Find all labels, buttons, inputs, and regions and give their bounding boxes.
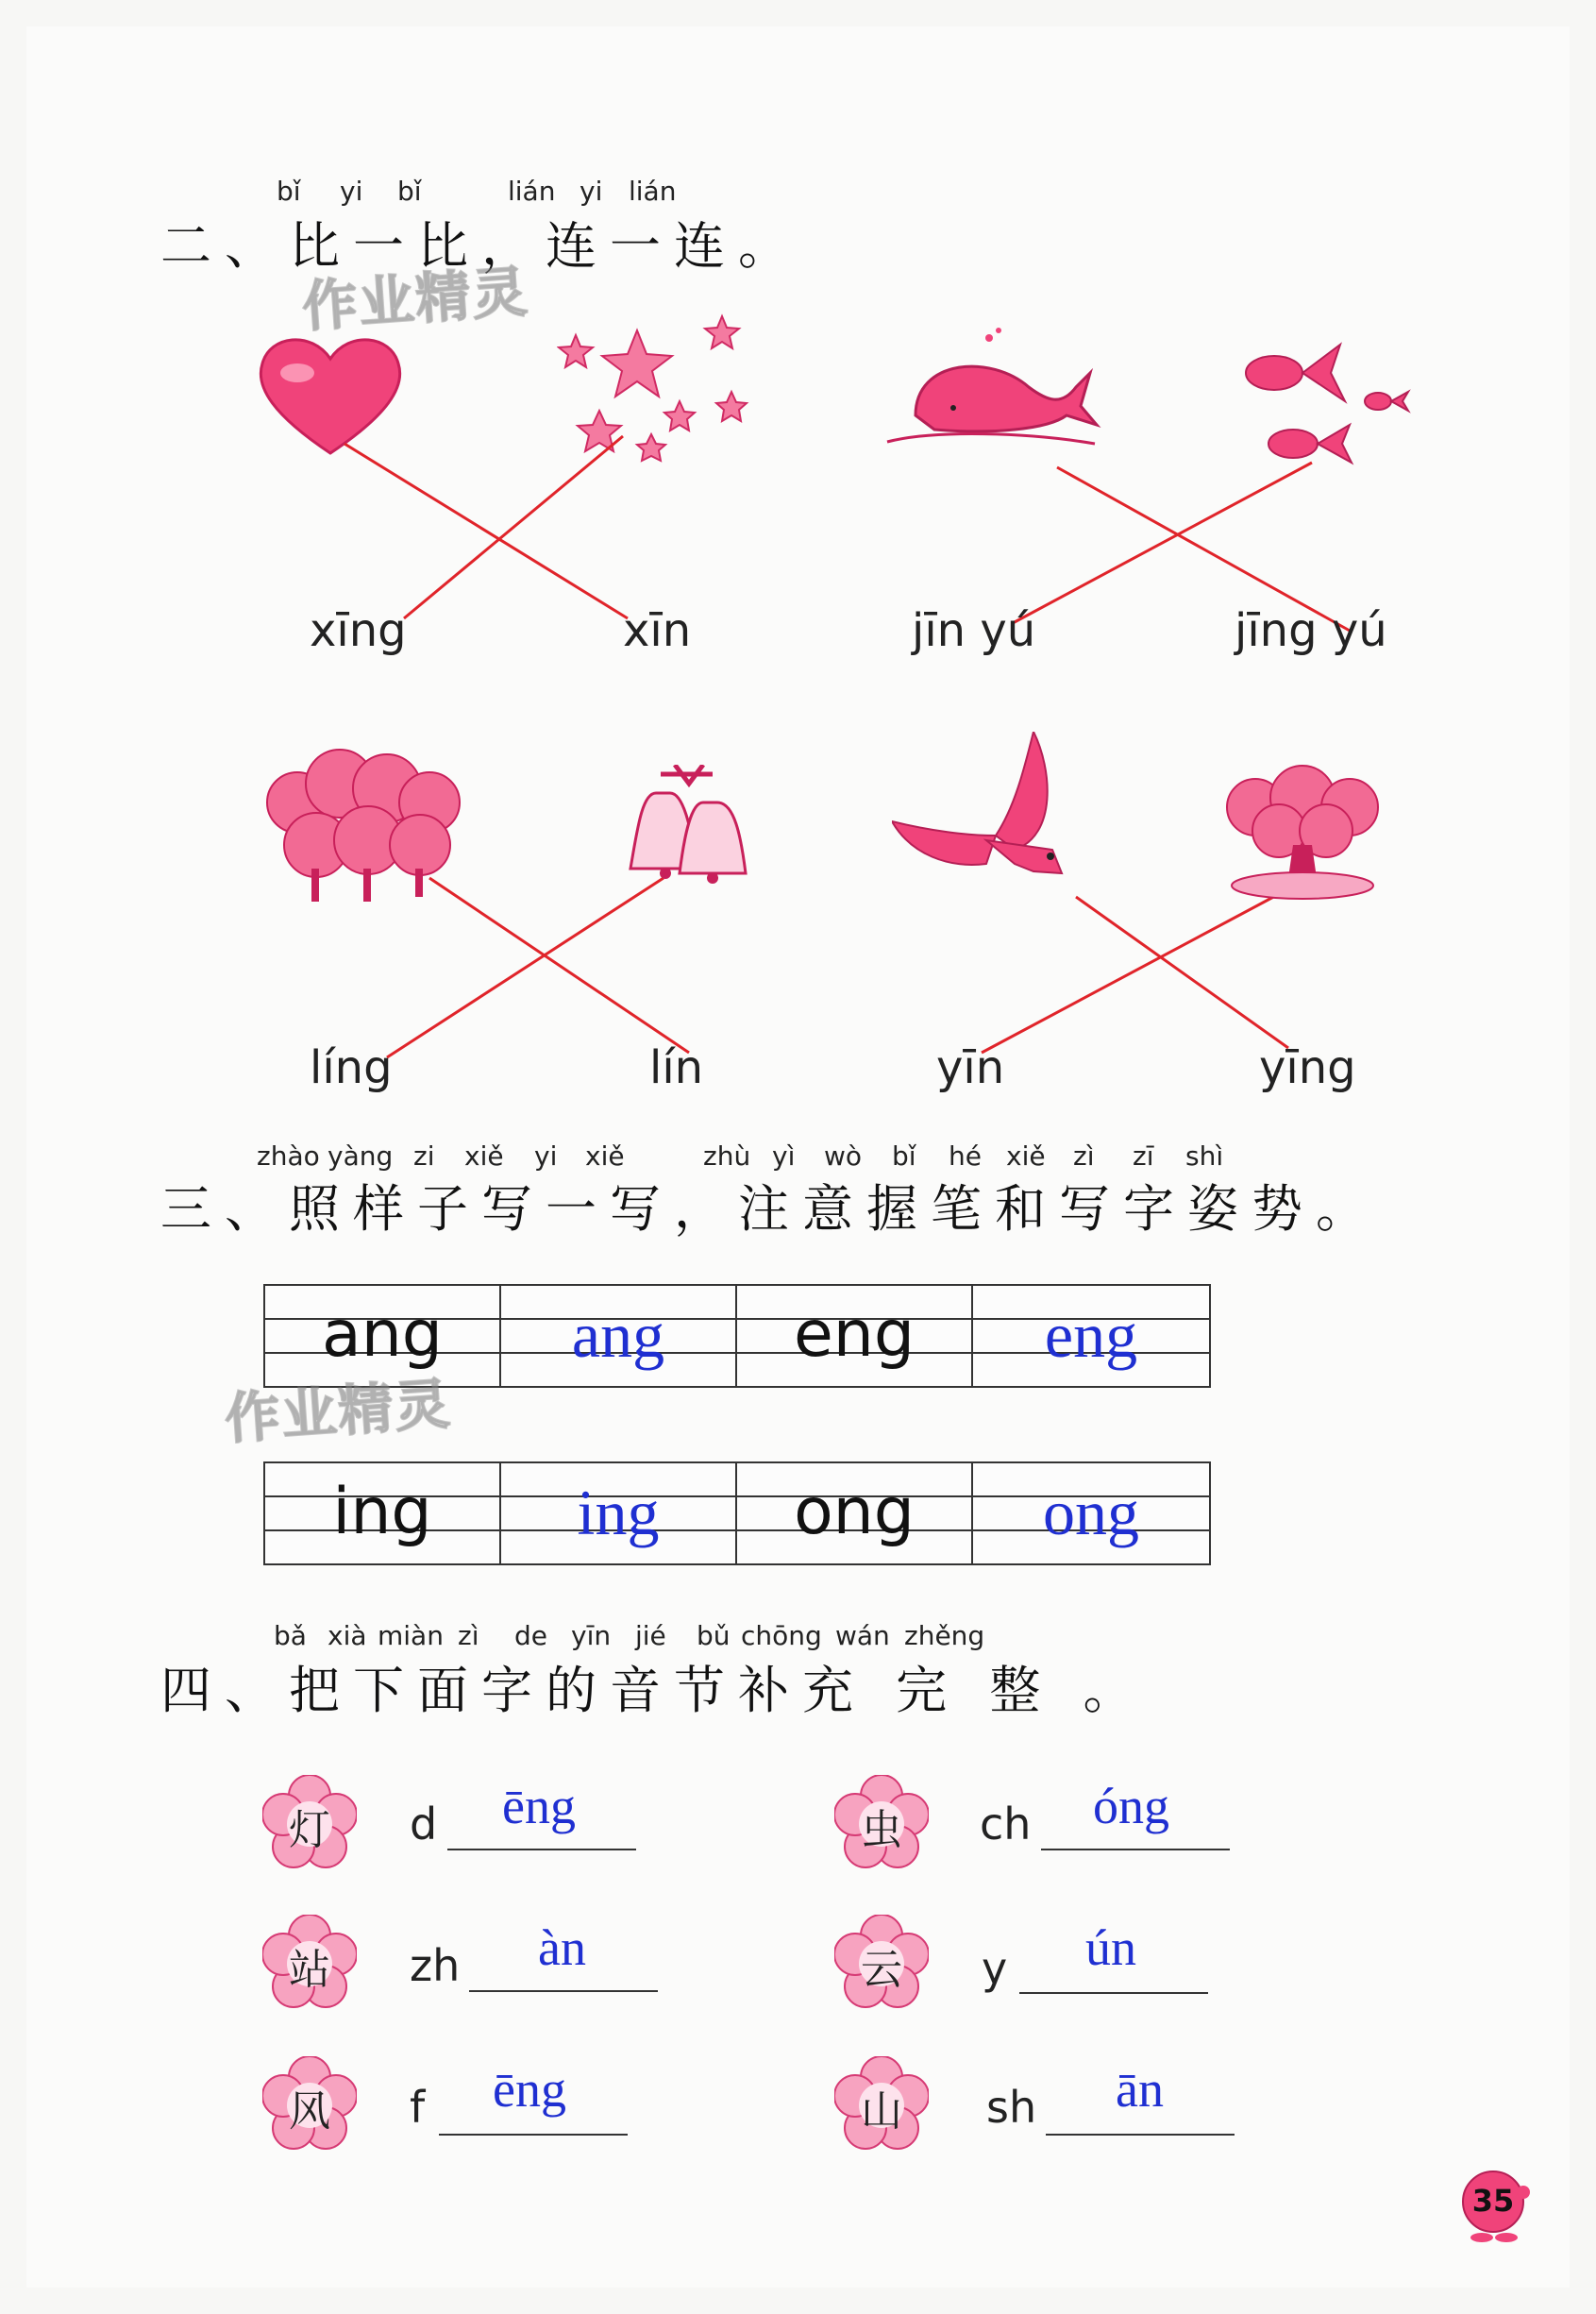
pinyin: yi (580, 176, 603, 207)
pinyin: wò (824, 1140, 863, 1172)
pinyin: yīn (571, 1620, 612, 1651)
answer-blank[interactable] (469, 1990, 658, 1992)
pinyin: yì (772, 1140, 796, 1172)
pinyin: zì (1073, 1140, 1095, 1172)
hanzi-char: 灯 (289, 1806, 330, 1854)
bells-picture (623, 765, 774, 897)
pinyin-initial: ch (980, 1799, 1032, 1850)
pinyin: zhào (257, 1140, 320, 1172)
flower-icon (262, 1915, 357, 2009)
pinyin: shì (1185, 1140, 1224, 1172)
written-answer: óng (1093, 1778, 1169, 1834)
pinyin: xiě (464, 1140, 504, 1172)
pinyin: xiě (585, 1140, 625, 1172)
pinyin: bǐ (892, 1140, 916, 1172)
written-answer: ang (571, 1299, 665, 1371)
word-option: yīn (936, 1041, 1005, 1094)
written-answer: ún (1085, 1919, 1136, 1976)
pinyin: zì (458, 1620, 479, 1651)
word-option: xīng (310, 604, 407, 657)
hanzi-char: 风 (289, 2087, 330, 2136)
pinyin: de (514, 1620, 547, 1651)
grid-cell[interactable] (973, 1463, 1209, 1563)
written-answer: eng (1044, 1299, 1138, 1371)
pinyin: xiě (1006, 1140, 1046, 1172)
hanzi-char: 站 (289, 1946, 330, 1994)
pinyin: wán (835, 1620, 890, 1651)
grid-cell (265, 1463, 501, 1563)
answer-blank[interactable] (1019, 1992, 1208, 1994)
hanzi-char: 虫 (861, 1806, 902, 1854)
pinyin-initial: f (410, 2082, 426, 2133)
flower-icon (262, 1775, 357, 1869)
pinyin: miàn (378, 1620, 444, 1651)
answer-blank[interactable] (1046, 2134, 1235, 2136)
pinyin-initial: sh (986, 2082, 1037, 2133)
word-option: xīn (623, 604, 692, 657)
written-answer: àn (538, 1919, 586, 1976)
word-option: lín (649, 1041, 704, 1094)
pinyin-initial: zh (410, 1940, 461, 1991)
eagle-picture (892, 732, 1109, 911)
flower-icon (262, 2056, 357, 2151)
pinyin-initial: d (410, 1799, 438, 1850)
answer-blank[interactable] (1041, 1849, 1230, 1850)
pinyin: hé (949, 1140, 982, 1172)
pinyin: yàng (328, 1140, 394, 1172)
example-text: ing (332, 1475, 432, 1549)
answer-blank[interactable] (439, 2134, 628, 2136)
example-text: ong (794, 1475, 915, 1549)
pinyin: yi (534, 1140, 558, 1172)
pinyin: bǔ (697, 1620, 731, 1651)
word-option: jīn yú (912, 604, 1036, 657)
written-answer: ān (1116, 2061, 1164, 2118)
pinyin: xià (328, 1620, 367, 1651)
written-answer: ong (1043, 1477, 1139, 1548)
hanzi-char: 云 (861, 1946, 902, 1994)
example-text: eng (793, 1297, 916, 1372)
word-option: yīng (1259, 1041, 1356, 1094)
page-number: 35 (1471, 2183, 1515, 2219)
pinyin: zhù (703, 1140, 751, 1172)
written-answer: ēng (493, 2061, 566, 2118)
grid-cell (737, 1463, 973, 1563)
pinyin: lián (508, 176, 556, 207)
pinyin: zī (1133, 1140, 1154, 1172)
forest-picture (260, 746, 467, 906)
section4-heading: 四、把下面字的音节补充 完 整 。 (160, 1661, 1148, 1720)
pinyin: bǐ (397, 176, 422, 207)
section3-heading: 三、照样子写一写，注意握笔和写字姿势。 (160, 1179, 1380, 1239)
word-option: jīng yú (1235, 604, 1387, 657)
written-answer: ing (577, 1477, 660, 1548)
grid-cell[interactable] (973, 1286, 1209, 1386)
flower-icon (834, 1915, 929, 2009)
watermark: 作业精灵 (300, 259, 531, 340)
flower-icon (834, 2056, 929, 2151)
watermark: 作业精灵 (223, 1371, 454, 1452)
pinyin: bǐ (277, 176, 301, 207)
hanzi-char: 山 (861, 2087, 902, 2136)
pinyin: bǎ (274, 1620, 307, 1651)
example-text: ang (322, 1297, 443, 1372)
written-answer: ēng (502, 1778, 576, 1834)
pinyin: zhěng (904, 1620, 985, 1651)
section2-heading: 二、比一比，连一连。 (160, 216, 802, 276)
tree-picture (1213, 765, 1392, 906)
pinyin: jié (635, 1620, 666, 1651)
grid-cell[interactable] (501, 1286, 737, 1386)
pinyin: yi (340, 176, 363, 207)
answer-blank[interactable] (447, 1849, 636, 1850)
grid-cell[interactable] (501, 1463, 737, 1563)
page-number-badge (1453, 2162, 1538, 2247)
pinyin-initial: y (982, 1943, 1008, 1994)
word-option: líng (310, 1041, 393, 1094)
writing-grid-2 (263, 1461, 1211, 1565)
pinyin: lián (629, 176, 677, 207)
pinyin: chōng (741, 1620, 822, 1651)
pinyin: zi (413, 1140, 435, 1172)
flower-icon (834, 1775, 929, 1869)
grid-cell (737, 1286, 973, 1386)
